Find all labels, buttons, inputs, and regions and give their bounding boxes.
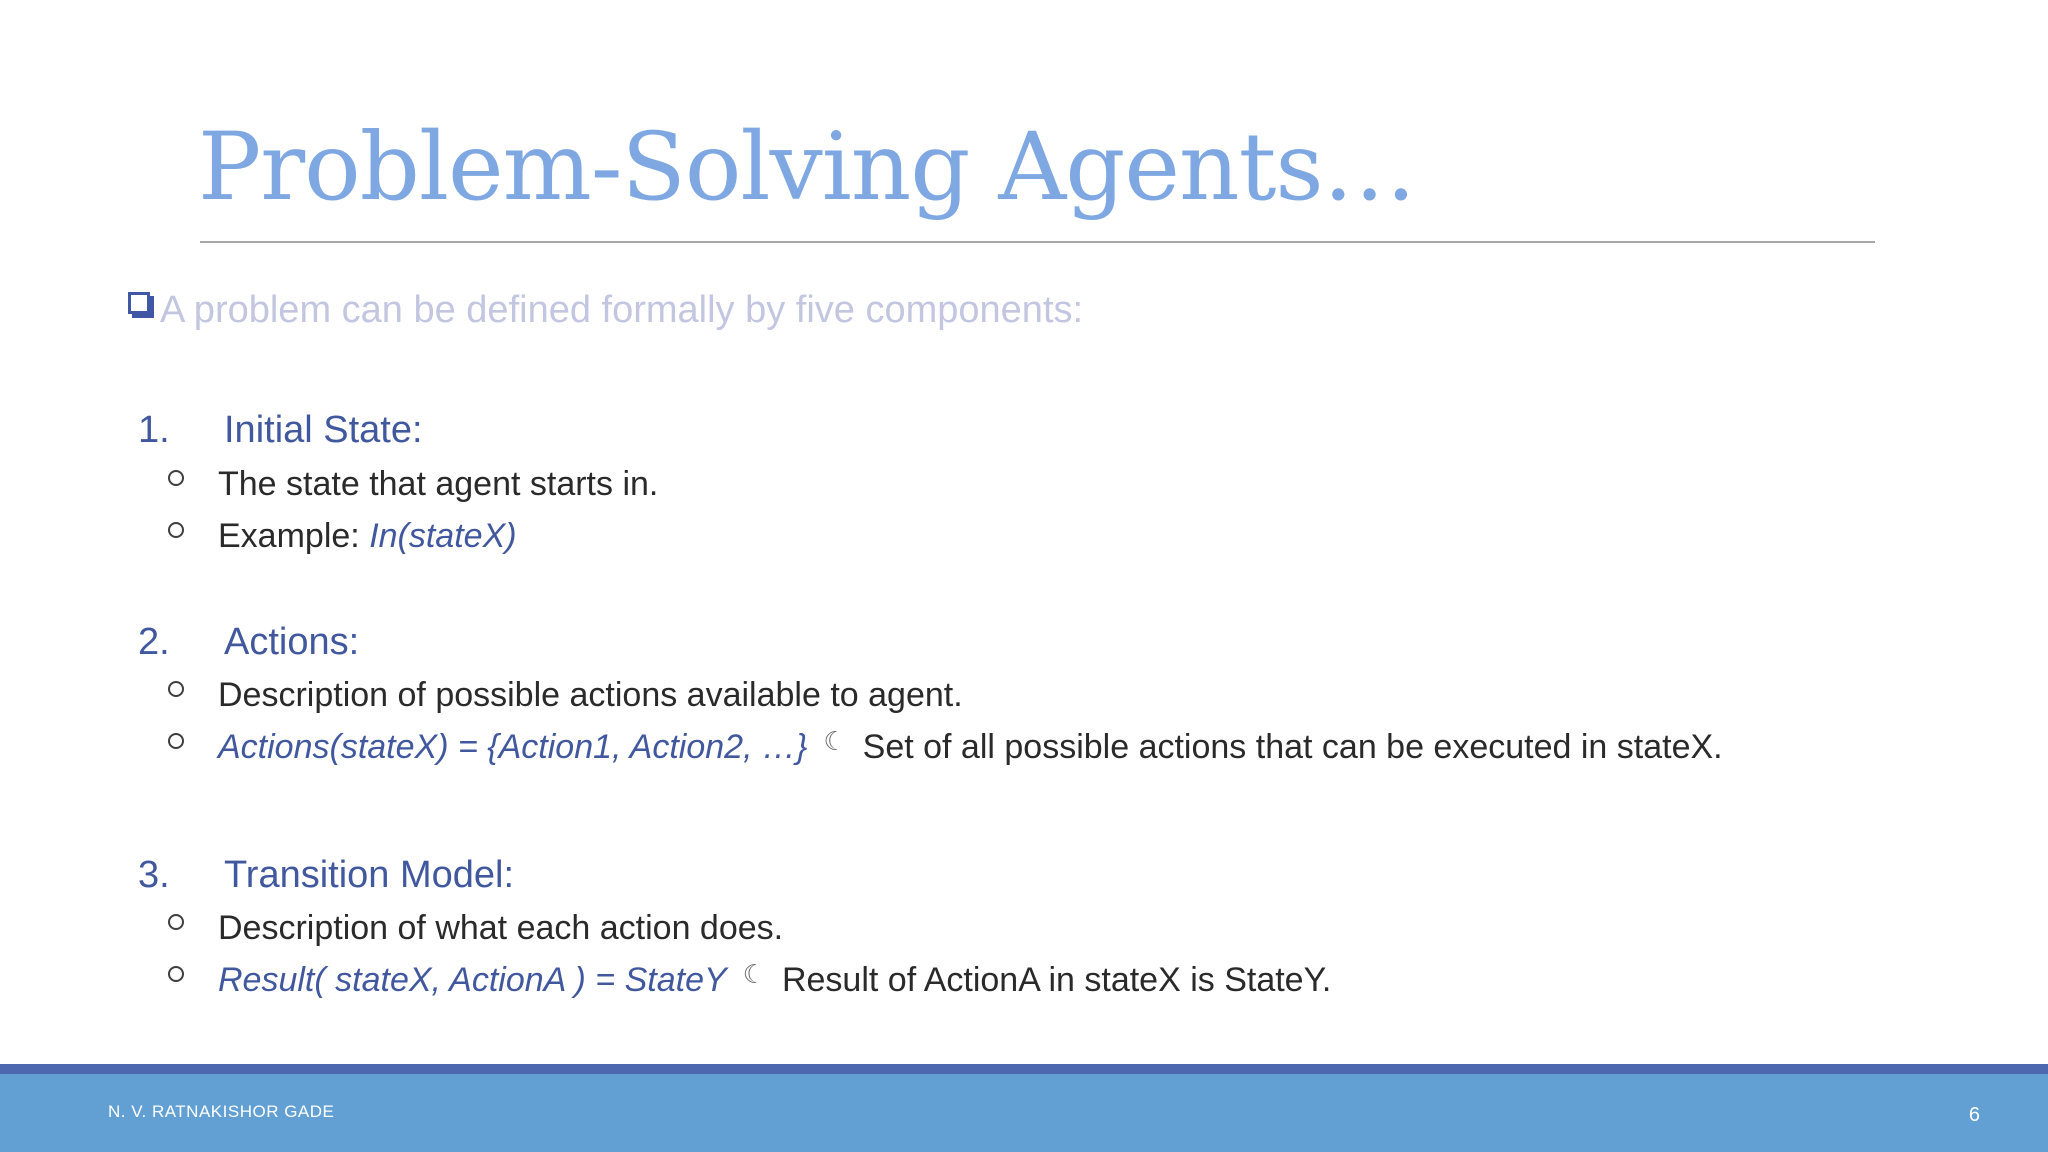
bullet-formula: Actions(stateX) = {Action1, Action2, …} (218, 728, 808, 766)
section-title: Transition Model: (224, 854, 515, 896)
bullet-formula: Result( stateX, ActionA ) = StateY (218, 961, 727, 999)
section-number: 2. (138, 621, 170, 663)
section-2-bullet-2 (168, 723, 1723, 771)
intro-line (128, 282, 1083, 338)
section-3-heading (138, 850, 514, 900)
section-number: 3. (138, 854, 170, 896)
bullet-formula: In(stateX) (369, 517, 517, 555)
section-3-bullet-1 (168, 904, 783, 952)
section-2-bullet-1 (168, 671, 963, 719)
page-number: 6 (1968, 1104, 1980, 1126)
intro-text: A problem can be defined formally by five components: (160, 288, 1084, 331)
circle-bullet-icon (168, 470, 184, 486)
title-divider (200, 241, 1875, 243)
section-3-bullet-2 (168, 956, 1331, 1004)
footer-author: N. V. RATNAKISHOR GADE (108, 1102, 335, 1121)
section-1-heading (138, 405, 423, 455)
footer (0, 1074, 2048, 1152)
section-2-heading (138, 617, 359, 667)
section-1-bullet-2 (168, 512, 517, 560)
bullet-text: The state that agent starts in. (218, 465, 659, 503)
section-1-bullet-1 (168, 460, 658, 508)
bullet-prefix: Example: (218, 517, 370, 555)
circle-bullet-icon (168, 733, 184, 749)
circle-bullet-icon (168, 914, 184, 930)
arrow-icon: ☾ (742, 959, 766, 989)
bullet-text: Description of what each action does. (218, 909, 784, 947)
circle-bullet-icon (168, 681, 184, 697)
section-number: 1. (138, 409, 170, 451)
bullet-suffix: Result of ActionA in stateX is StateY. (781, 961, 1332, 999)
section-title: Actions: (224, 621, 360, 663)
slide-title: Problem-Solving Agents… (198, 113, 1416, 222)
circle-bullet-icon (168, 966, 184, 982)
checkbox-icon (128, 292, 154, 318)
circle-bullet-icon (168, 522, 184, 538)
bullet-text: Description of possible actions available to agent. (218, 676, 963, 714)
section-title: Initial State: (224, 409, 423, 451)
bullet-suffix: Set of all possible actions that can be executed in stateX. (862, 728, 1723, 766)
footer-accent-band (0, 1064, 2048, 1074)
arrow-icon: ☾ (823, 726, 847, 756)
